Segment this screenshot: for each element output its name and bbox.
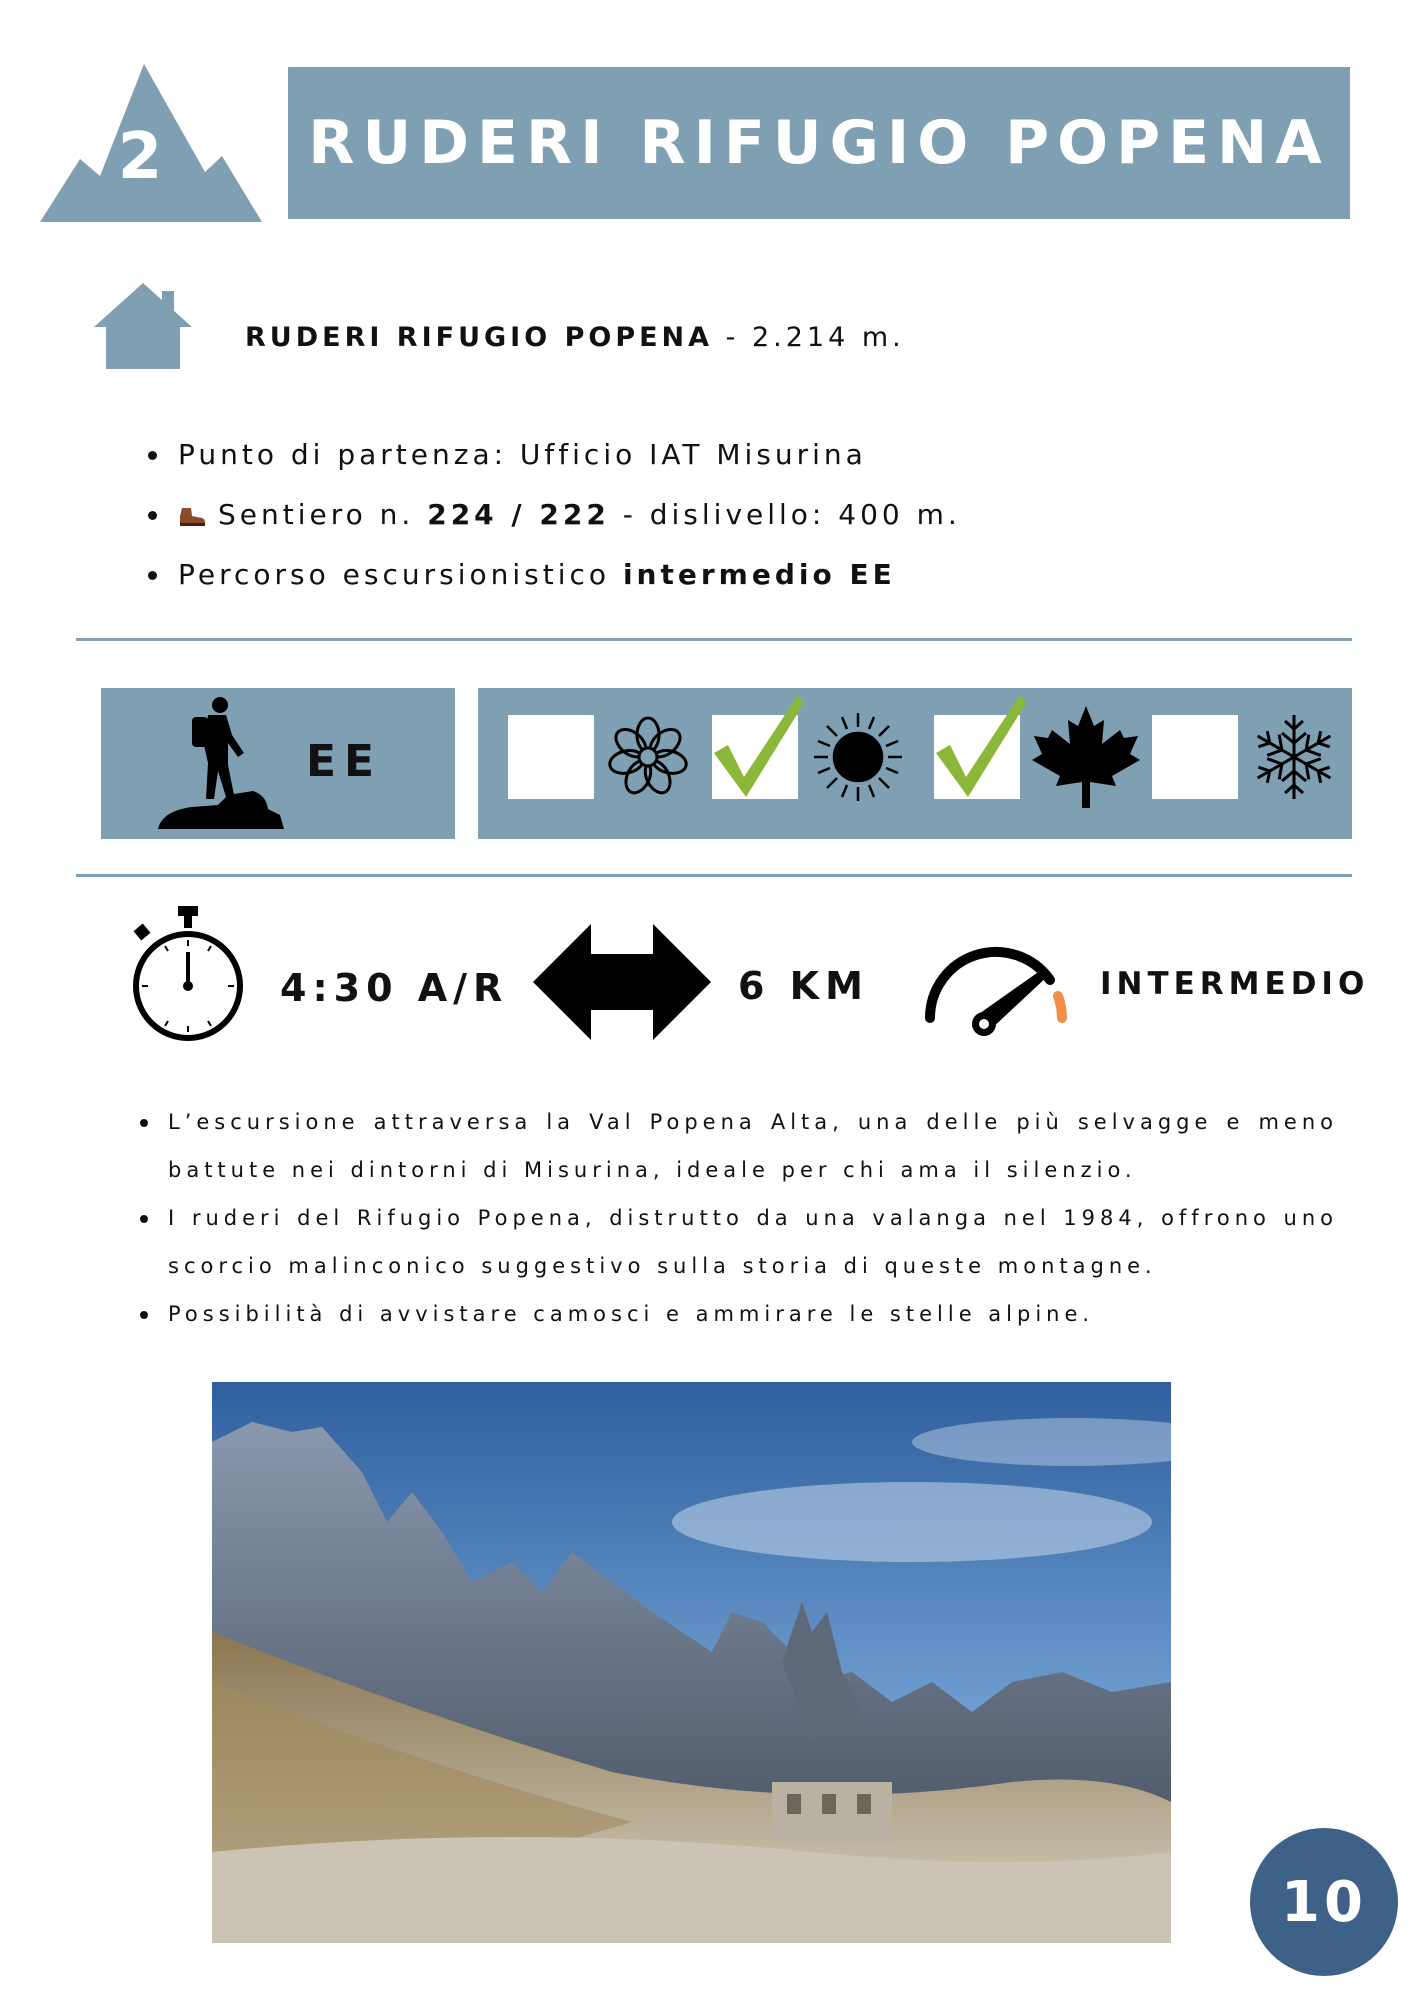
difficulty-label: EE <box>306 736 383 787</box>
page-number: 10 <box>1281 1869 1367 1935</box>
title-bar <box>288 67 1350 219</box>
route-level: intermedio EE <box>622 558 896 591</box>
autumn-checkbox <box>934 715 1020 799</box>
hiker-icon <box>158 695 288 833</box>
house-icon <box>92 281 194 371</box>
list-item <box>148 425 1248 485</box>
maple-leaf-icon <box>1030 702 1142 812</box>
list-item <box>148 485 1248 545</box>
duration: 4:30 A/R <box>280 966 509 1010</box>
page-number-badge <box>1250 1828 1398 1976</box>
spring-checkbox <box>508 715 594 799</box>
distance-arrow-icon <box>533 924 711 1040</box>
location-altitude: 2.214 m. <box>751 322 905 353</box>
page-title: RUDERI RIFUGIO POPENA <box>308 108 1330 178</box>
list-item: I ruderi del Rifugio Popena, distrutto da una valanga nel 1984, offrono uno scorcio malinconico suggestivo sulla storia di queste montagne. <box>140 1194 1338 1290</box>
divider <box>76 874 1352 877</box>
hike-number: 2 <box>117 120 163 194</box>
sun-icon <box>812 702 904 812</box>
stopwatch-icon <box>128 906 248 1042</box>
route-prefix: Percorso escursionistico <box>178 558 623 591</box>
divider <box>76 638 1352 641</box>
gauge-icon <box>920 928 1072 1038</box>
start-point: Punto di partenza: Ufficio IAT Misurina <box>178 438 867 471</box>
list-item: L’escursione attraversa la Val Popena Alta, una delle più selvagge e meno battute nei dintorni di Misurina, ideale per chi ama il silenzio. <box>140 1098 1338 1194</box>
info-list <box>148 425 1248 605</box>
description-list <box>140 1098 1338 1338</box>
distance: 6 KM <box>738 964 869 1008</box>
list-item: Possibilità di avvistare camosci e ammirare le stelle alpine. <box>140 1290 1338 1338</box>
list-item <box>148 545 1248 605</box>
trail-number: 224 / 222 <box>427 498 610 531</box>
checkmark-icon <box>712 701 798 785</box>
trail-suffix: - dislivello: 400 m. <box>609 498 961 531</box>
summer-checkbox <box>712 715 798 799</box>
location-separator: - <box>713 322 752 353</box>
hiking-boot-icon <box>178 506 206 526</box>
snowflake-icon <box>1248 702 1340 812</box>
winter-checkbox <box>1152 715 1238 799</box>
location-line <box>245 322 905 353</box>
mountain-photo <box>212 1382 1171 1943</box>
trail-prefix: Sentiero n. <box>218 498 428 531</box>
checkmark-icon <box>934 701 1020 785</box>
level: INTERMEDIO <box>1100 966 1370 1002</box>
flower-icon <box>602 702 694 812</box>
location-name: RUDERI RIFUGIO POPENA <box>245 322 714 353</box>
